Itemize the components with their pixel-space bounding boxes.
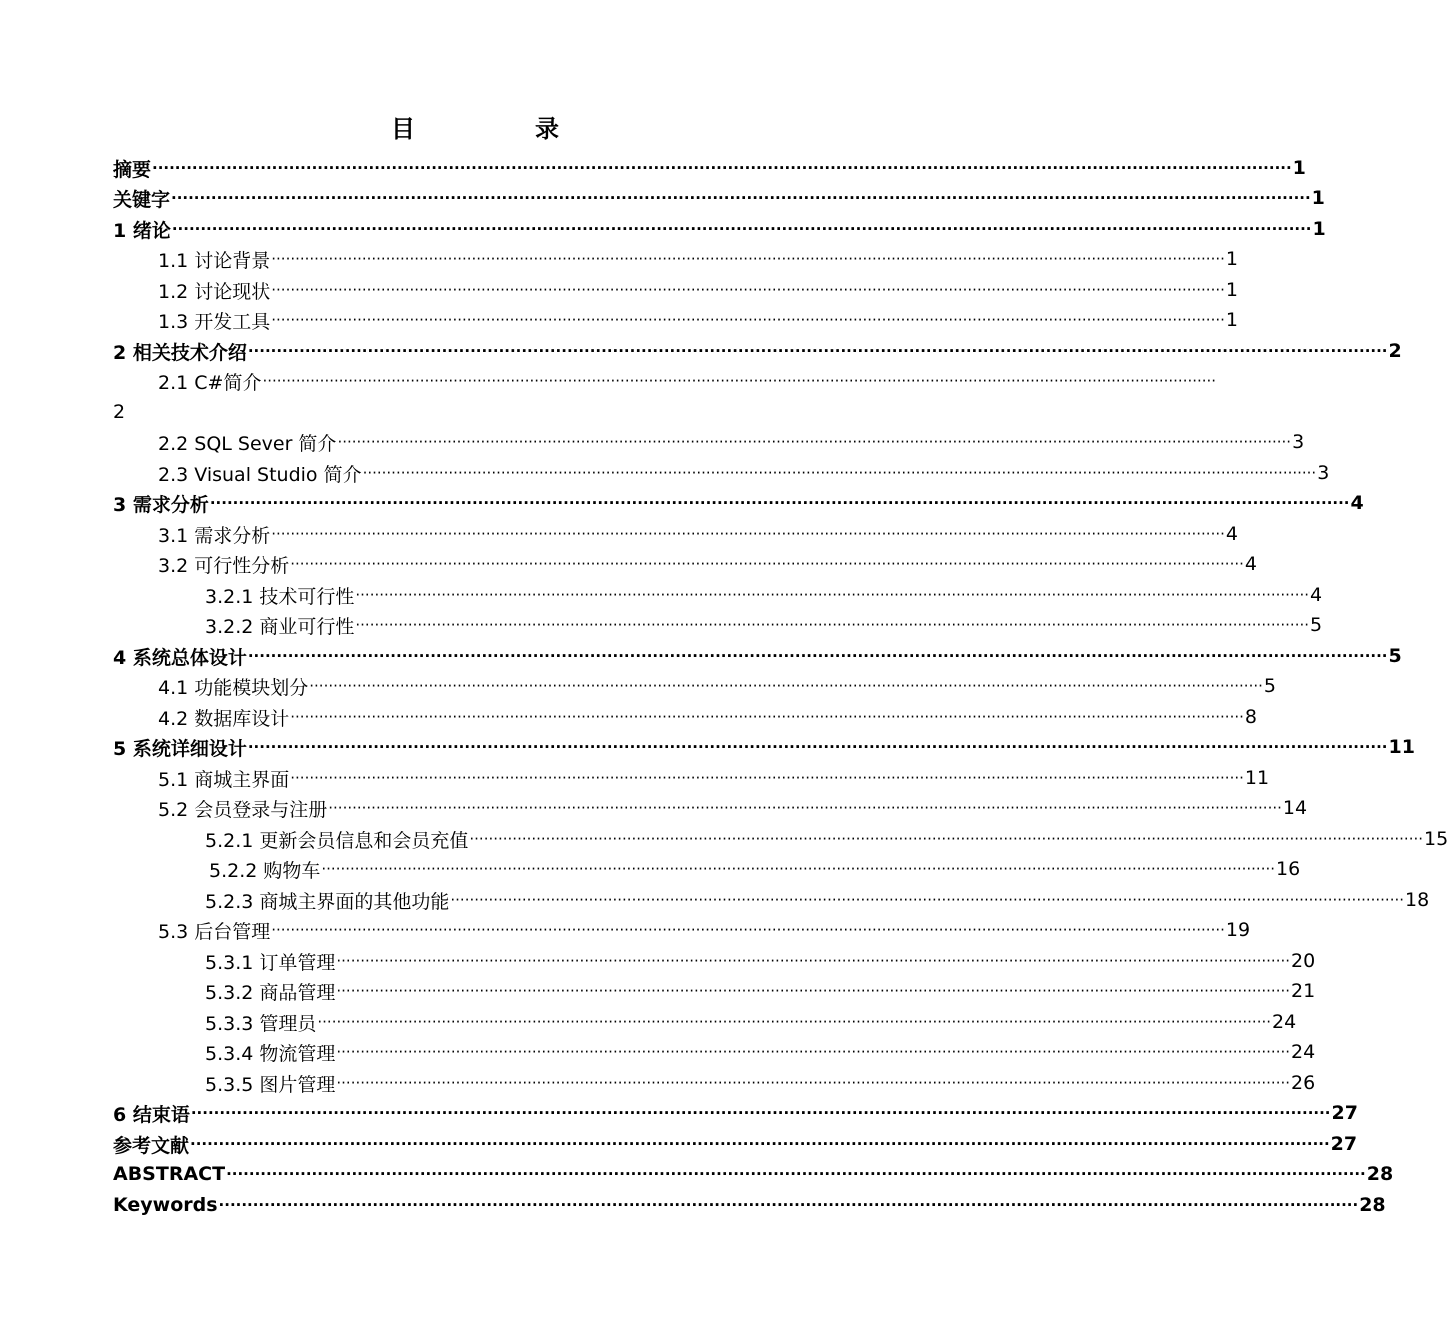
toc-entry-page: 28 (1366, 1163, 1394, 1185)
toc-entry-2-1[interactable] (158, 366, 1217, 396)
toc-leader-dots: ········································································································································································································ (171, 220, 1312, 238)
toc-entry-2-3[interactable] (158, 458, 1330, 488)
toc-entry-1-3[interactable] (158, 305, 1238, 335)
toc-entry-label: 5 系统详细设计 (113, 737, 247, 760)
toc-entry-label: 3.1 需求分析 (158, 524, 271, 547)
toc-entry-label: 5.3.3 管理员 (205, 1012, 317, 1035)
toc-entry-page: 3 (1317, 462, 1330, 484)
toc-entry-page: 27 (1331, 1102, 1358, 1124)
toc-entry-label: 1.2 讨论现状 (158, 280, 271, 303)
toc-entry-page: 8 (1244, 706, 1257, 728)
toc-entry-label: 摘要 (113, 158, 152, 181)
toc-entry-keywords-cn[interactable] (113, 183, 1325, 213)
toc-leader-dots: ········································································································································································································ (171, 189, 1311, 207)
toc-entry-page: 27 (1330, 1133, 1358, 1155)
toc-entry-page: 5 (1310, 614, 1323, 636)
toc-entry-label: 5.3.2 商品管理 (205, 981, 336, 1004)
toc-entry-label: 1.3 开发工具 (158, 310, 271, 333)
toc-entry-2-2[interactable] (158, 427, 1305, 457)
toc-entry-page: 1 (1225, 309, 1238, 331)
toc-entry-page: 1 (1311, 187, 1325, 209)
toc-entry-page: 11 (1244, 767, 1270, 789)
toc-entry-label: 关键字 (113, 188, 171, 211)
toc-entry-page: 1 (1225, 279, 1238, 301)
toc-entry-label: 2.1 C#简介 (158, 371, 262, 394)
toc-entry-5-1[interactable] (158, 763, 1270, 793)
toc-entry-page: 26 (1291, 1072, 1316, 1094)
toc-entry-label: 5.2 会员登录与注册 (158, 798, 328, 821)
toc-entry-4-1[interactable] (158, 671, 1276, 701)
toc-leader-dots: ········································································································································································································ (321, 860, 1276, 878)
toc-entry-label: 1.1 讨论背景 (158, 249, 271, 272)
toc-leader-dots: ········································································································································································································ (328, 799, 1282, 817)
toc-entry-label: 4.2 数据库设计 (158, 707, 290, 730)
toc-entry-page: 24 (1291, 1041, 1316, 1063)
toc-leader-dots: ········································································································································································································ (271, 250, 1225, 268)
toc-leader-dots: ········································································································································································································ (336, 1074, 1291, 1092)
toc-entry-5-3-2[interactable] (205, 976, 1316, 1006)
toc-entry-page: 4 (1244, 553, 1257, 575)
toc-entry-label: ABSTRACT (113, 1163, 226, 1185)
toc-leader-dots: ········································································································································································································ (190, 1135, 1330, 1153)
toc-leader-dots: ········································································································································································································ (309, 677, 1263, 695)
toc-leader-dots: ········································································································································································································ (355, 586, 1310, 604)
toc-entry-page: 4 (1310, 584, 1323, 606)
toc-entry-3-1[interactable] (158, 519, 1238, 549)
toc-entry-5-2-1[interactable] (205, 824, 1448, 854)
toc-entry-label: 4 系统总体设计 (113, 646, 247, 669)
toc-entry-chapter-2[interactable] (113, 336, 1402, 366)
toc-entry-page: 14 (1282, 797, 1308, 819)
toc-entry-label: 5.2.2 购物车 (209, 859, 321, 882)
toc-entry-5-3-1[interactable] (205, 946, 1316, 976)
toc-leader-dots: ········································································································································································································ (218, 1196, 1359, 1214)
toc-entry-page: 28 (1359, 1194, 1386, 1216)
toc-entry-5-3-3[interactable] (205, 1007, 1297, 1037)
toc-entry-5-2[interactable] (158, 793, 1308, 823)
toc-entry-page: 1 (1292, 157, 1306, 179)
toc-entry-page: 2 (1388, 340, 1402, 362)
toc-entry-page: 16 (1276, 858, 1301, 880)
toc-entry-chapter-4[interactable] (113, 641, 1402, 671)
toc-entry-page: 21 (1291, 980, 1316, 1002)
toc-entry-page: 4 (1225, 523, 1238, 545)
toc-entry-label: 5.3.5 图片管理 (205, 1073, 336, 1096)
toc-leader-dots: ········································································································································································································ (271, 525, 1225, 543)
toc-entry-5-2-2[interactable] (209, 854, 1301, 884)
toc-leader-dots: ········································································································································································································ (290, 555, 1244, 573)
toc-leader-dots: ········································································································································································································ (450, 891, 1405, 909)
toc-leader-dots: ········································································································································································································ (290, 708, 1244, 726)
toc-leader-dots: ········································································································································································································ (290, 769, 1244, 787)
toc-entry-page: 11 (1388, 736, 1415, 758)
toc-leader-dots: ········································································································································································································ (152, 159, 1292, 177)
toc-entry-page: 4 (1350, 492, 1364, 514)
toc-entry-1-1[interactable] (158, 244, 1238, 274)
toc-entry-label: 5.3 后台管理 (158, 920, 271, 943)
toc-entry-abstract-en[interactable] (113, 1159, 1394, 1189)
title-char-left: 目 (391, 114, 415, 143)
toc-leader-dots: ········································································································································································································ (271, 311, 1225, 329)
toc-leader-dots: ········································································································································································································ (262, 372, 1217, 390)
toc-entry-5-3-5[interactable] (205, 1068, 1316, 1098)
toc-leader-dots: ········································································································································································································ (362, 464, 1317, 482)
toc-leader-dots: ········································································································································································································ (355, 616, 1310, 634)
page-title (0, 108, 950, 144)
toc-entry-5-2-3[interactable] (205, 885, 1430, 915)
toc-entry-label: 3 需求分析 (113, 493, 209, 516)
toc-entry-5-3-4[interactable] (205, 1037, 1316, 1067)
toc-entry-3-2-1[interactable] (205, 580, 1323, 610)
toc-leader-dots: ········································································································································································································ (271, 281, 1225, 299)
toc-entry-chapter-5[interactable] (113, 732, 1415, 762)
toc-entry-page: 2 (113, 401, 126, 423)
toc-entry-3-2[interactable] (158, 549, 1257, 579)
toc-entry-page: 1 (1225, 248, 1238, 270)
toc-entry-page: 18 (1405, 889, 1430, 911)
toc-leader-dots: ········································································································································································································ (209, 494, 1350, 512)
toc-leader-dots: ········································································································································································································ (317, 1013, 1272, 1031)
toc-entry-label: 5.3.4 物流管理 (205, 1042, 336, 1065)
toc-entry-label: 3.2.2 商业可行性 (205, 615, 355, 638)
toc-entry-page: 24 (1272, 1011, 1297, 1033)
toc-entry-references[interactable] (113, 1129, 1358, 1159)
toc-entry-label: 5.3.1 订单管理 (205, 951, 336, 974)
toc-entry-abstract-cn[interactable] (113, 153, 1306, 183)
toc-leader-dots: ········································································································································································································ (337, 433, 1292, 451)
toc-entry-chapter-6[interactable] (113, 1098, 1358, 1128)
toc-entry-page: 5 (1388, 645, 1402, 667)
toc-entry-chapter-3[interactable] (113, 488, 1364, 518)
toc-entry-label: 6 结束语 (113, 1103, 190, 1126)
toc-entry-4-2[interactable] (158, 702, 1257, 732)
toc-entry-label: 3.2.1 技术可行性 (205, 585, 355, 608)
toc-entry-chapter-1[interactable] (113, 214, 1326, 244)
toc-entry-page: 15 (1424, 828, 1448, 850)
toc-entry-label: 5.2.1 更新会员信息和会员充值 (205, 829, 469, 852)
toc-entry-label: 4.1 功能模块划分 (158, 676, 309, 699)
toc-entry-page: 5 (1263, 675, 1276, 697)
toc-entry-page: 3 (1292, 431, 1305, 453)
toc-entry-keywords-en[interactable] (113, 1190, 1386, 1220)
toc-entry-label: 5.2.3 商城主界面的其他功能 (205, 890, 450, 913)
toc-entry-3-2-2[interactable] (205, 610, 1323, 640)
toc-leader-dots: ········································································································································································································ (336, 982, 1291, 1000)
toc-entry-label: Keywords (113, 1194, 218, 1216)
toc-leader-dots: ········································································································································································································ (247, 738, 1388, 756)
toc-entry-5-3[interactable] (158, 915, 1251, 945)
toc-entry-label: 参考文献 (113, 1134, 190, 1157)
toc-leader-dots: ········································································································································································································ (336, 1043, 1291, 1061)
toc-leader-dots: ········································································································································································································ (190, 1104, 1331, 1122)
toc-entry-label: 1 绪论 (113, 219, 171, 242)
toc-entry-label: 3.2 可行性分析 (158, 554, 290, 577)
toc-entry-label: 2 相关技术介绍 (113, 341, 247, 364)
title-char-right: 录 (535, 114, 559, 143)
toc-entry-page: 20 (1291, 950, 1316, 972)
toc-leader-dots: ········································································································································································································ (247, 647, 1388, 665)
toc-entry-1-2[interactable] (158, 275, 1238, 305)
toc-leader-dots: ········································································································································································································ (469, 830, 1424, 848)
toc-leader-dots: ········································································································································································································ (247, 342, 1388, 360)
toc-entry-page: 1 (1312, 218, 1326, 240)
toc-entry-label: 2.3 Visual Studio 简介 (158, 463, 362, 486)
toc-leader-dots: ········································································································································································································ (226, 1165, 1366, 1183)
toc-entry-page: 19 (1225, 919, 1251, 941)
toc-leader-dots: ········································································································································································································ (336, 952, 1291, 970)
toc-entry-label: 5.1 商城主界面 (158, 768, 290, 791)
toc-entry-label: 2.2 SQL Sever 简介 (158, 432, 337, 455)
toc-leader-dots: ········································································································································································································ (271, 921, 1225, 939)
